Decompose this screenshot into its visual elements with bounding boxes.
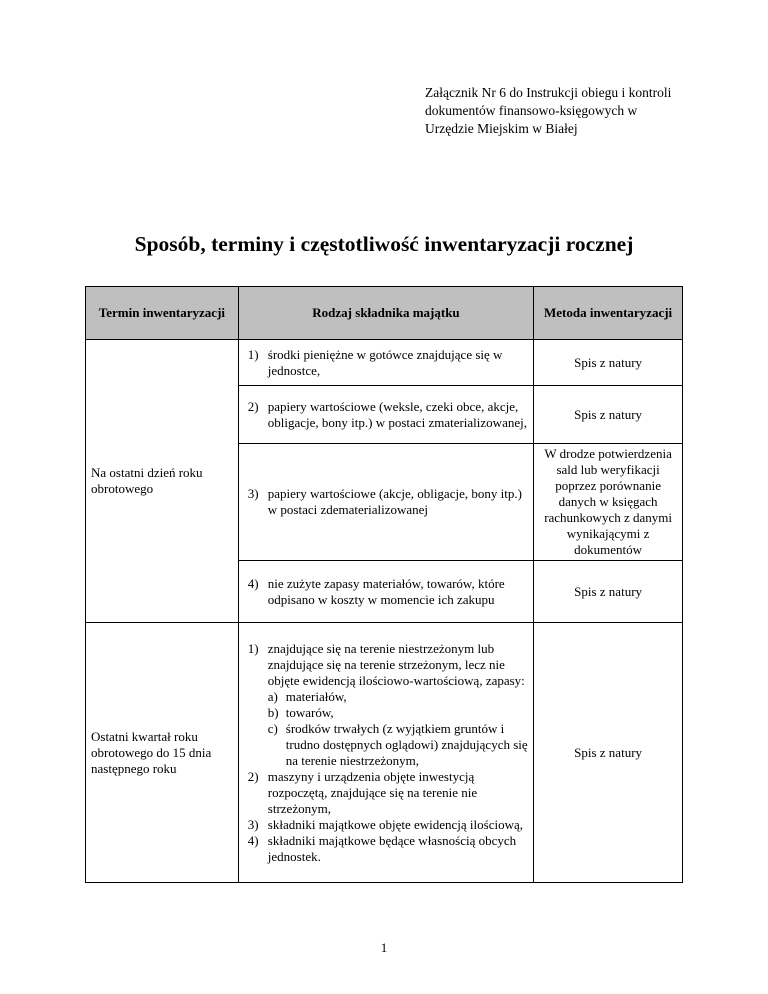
item-number: 1) — [247, 640, 259, 656]
component-text: składniki majątkowe objęte ewidencją ilościową, — [267, 816, 524, 832]
header-method: Metoda inwentaryzacji — [534, 287, 683, 340]
method-cell: Spis z natury — [534, 340, 683, 386]
page-title: Sposób, terminy i częstotliwość inwentaryzacji rocznej — [134, 232, 634, 256]
component-cell — [238, 340, 533, 386]
item-number: 3) — [247, 816, 259, 832]
term-last-quarter: Ostatni kwartał roku obrotowego do 15 dnia następnego roku — [86, 623, 239, 883]
attachment-note: Załącznik Nr 6 do Instrukcji obiegu i kontroli dokumentów finansowo-księgowych w Urzędzie Miejskim w Białej — [425, 85, 672, 136]
item-number: 4) — [247, 832, 259, 848]
item-letter: a) — [267, 688, 278, 704]
component-text: składniki majątkowe będące własnością obcych jednostek. — [267, 832, 517, 864]
component-text: materiałów, — [285, 688, 347, 704]
table-row — [86, 623, 683, 883]
table-header-row — [86, 287, 683, 340]
component-text: środki pieniężne w gotówce znajdujące się w jednostce, — [267, 346, 503, 378]
method-cell: Spis z natury — [534, 561, 683, 623]
component-text: znajdujące się na terenie niestrzeżonym lub znajdujące się na terenie strzeżonym, lecz nie objęte ewidencją ilościowo-wartościową, zapasy: — [267, 640, 525, 688]
component-text: papiery wartościowe (weksle, czeki obce, akcje, obligacje, bony itp.) w postaci zmaterializowanej, — [267, 398, 527, 430]
item-number: 4) — [247, 575, 259, 591]
page-number: 1 — [380, 940, 388, 955]
method-cell: Spis z natury — [534, 386, 683, 444]
item-number: 1) — [247, 346, 259, 362]
item-number: 2) — [247, 398, 259, 414]
component-cell — [238, 444, 533, 561]
component-text: nie zużyte zapasy materiałów, towarów, które odpisano w koszty w momencie ich zakupu — [267, 575, 505, 607]
term-year-end: Na ostatni dzień roku obrotowego — [86, 340, 239, 623]
table-row — [86, 340, 683, 386]
component-text: środków trwałych (z wyjątkiem gruntów i trudno dostępnych oglądowi) znajdujących się na terenie niestrzeżonym, — [285, 720, 528, 768]
component-text: maszyny i urządzenia objęte inwestycją rozpoczętą, znajdujące się na terenie nie strzeżonym, — [267, 768, 478, 816]
item-number: 3) — [247, 486, 259, 501]
item-number: 2) — [247, 768, 259, 784]
method-cell: W drodze potwierdzenia sald lub weryfikacji poprzez porównanie danych w księgach rachunkowych z danymi wynikającymi z dokumentów — [534, 444, 683, 561]
item-letter: b) — [267, 704, 279, 720]
header-component: Rodzaj składnika majątku — [238, 287, 533, 340]
inventory-table — [85, 286, 683, 883]
item-letter: c) — [267, 720, 278, 736]
component-cell — [238, 386, 533, 444]
component-cell — [238, 561, 533, 623]
component-cell — [238, 623, 533, 883]
header-term: Termin inwentaryzacji — [86, 287, 239, 340]
component-text: towarów, — [285, 704, 334, 720]
component-text: papiery wartościowe (akcje, obligacje, bony itp.) w postaci zdematerializowanej — [267, 486, 522, 517]
method-cell: Spis z natury — [534, 623, 683, 883]
